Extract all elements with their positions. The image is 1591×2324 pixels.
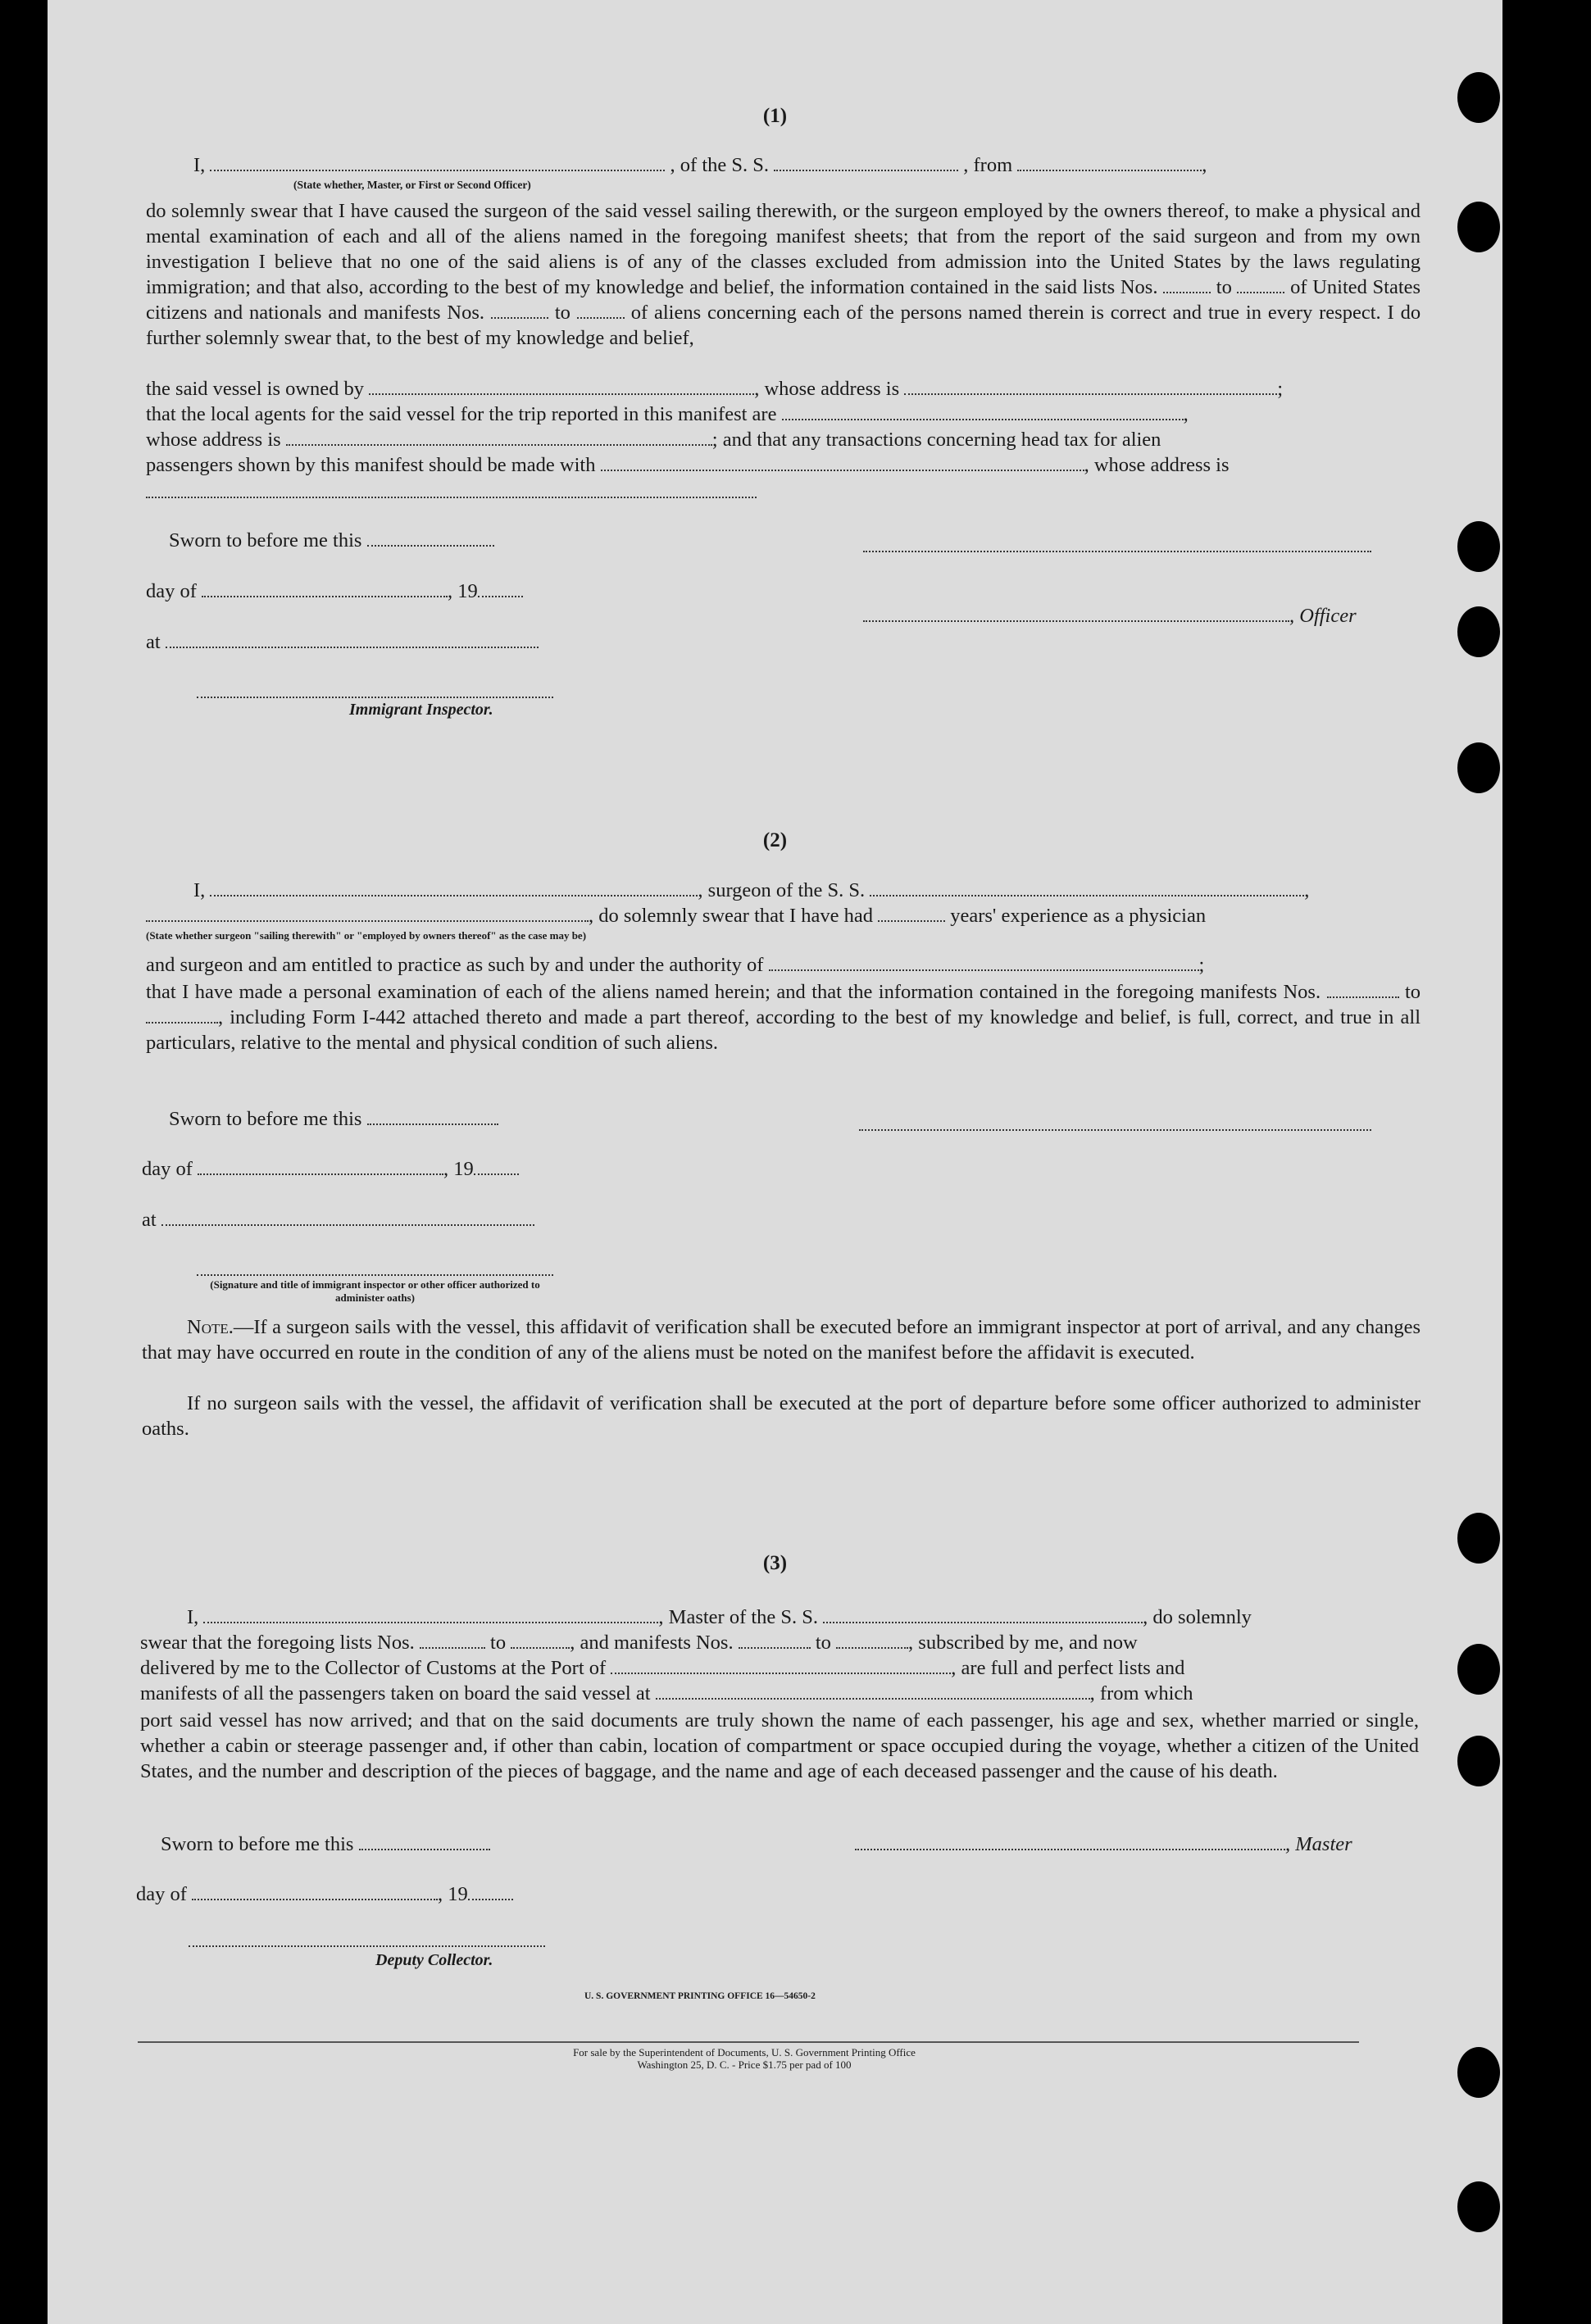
s1-comma-2: , bbox=[1183, 403, 1189, 425]
s2-note-text-2: If no surgeon sails with the vessel, the affidavit of verification shall be executed at the port of departure before some officer authorized to administer oaths. bbox=[142, 1392, 1421, 1440]
s3-collector-signature-line[interactable] bbox=[189, 1945, 545, 1947]
s2-solemnly-label: , do solemnly swear that I have had bbox=[589, 905, 873, 927]
binder-hole bbox=[1457, 2181, 1500, 2232]
s2-line2 bbox=[146, 905, 1206, 928]
s1-inspector-label: Immigrant Inspector. bbox=[349, 701, 493, 719]
form-page bbox=[48, 0, 1502, 2324]
s1-semicolon: ; bbox=[1277, 378, 1284, 400]
s3-line3 bbox=[140, 1657, 1184, 1680]
s1-manifests-from-field[interactable] bbox=[491, 312, 548, 319]
s3-sworn-line bbox=[161, 1833, 490, 1856]
s1-sworn-label: Sworn to before me this bbox=[169, 529, 362, 551]
s3-port-field[interactable] bbox=[611, 1668, 951, 1674]
s2-sworn-date-field[interactable] bbox=[367, 1119, 498, 1125]
s3-embark-port-field[interactable] bbox=[656, 1693, 1090, 1700]
s1-officer-signature-field[interactable] bbox=[863, 615, 1289, 622]
s3-paragraph: port said vessel has now arrived; and that on the said documents are truly shown the name of each passenger, his age and sex, whether married or single, whether a cabin or steerage passenger and, if other than cabin, location of compartment or space occupied during the voyage, whether a citizen of the United States, and the number and description of the pieces of baggage, and the name and age of each deceased passenger and the cause of his death. bbox=[140, 1709, 1419, 1782]
s3-sworn-label: Sworn to before me this bbox=[161, 1833, 354, 1855]
section-3-number: (3) bbox=[762, 1552, 788, 1574]
s2-at-label: at bbox=[142, 1209, 157, 1231]
s1-manifests-to-field[interactable] bbox=[577, 312, 625, 319]
s2-authority-label: and surgeon and am entitled to practice as such by and under the authority of bbox=[146, 954, 764, 976]
s3-delivered-label: delivered by me to the Collector of Customs at the Port of bbox=[140, 1657, 607, 1679]
s3-day-field[interactable] bbox=[192, 1894, 438, 1900]
s2-signature-note: (Signature and title of immigrant inspector or other officer authorized to administer oaths) bbox=[210, 1278, 540, 1304]
s1-agents-address-line bbox=[146, 429, 1161, 452]
s1-day-label: day of bbox=[146, 580, 197, 602]
s3-line2 bbox=[140, 1632, 1138, 1654]
s3-to-label-2: to bbox=[815, 1632, 831, 1654]
s2-authority-line bbox=[146, 954, 1204, 977]
s1-day-field[interactable] bbox=[202, 591, 448, 597]
s1-passengers-label: passengers shown by this manifest should be made with bbox=[146, 454, 596, 476]
binder-hole bbox=[1457, 606, 1500, 657]
s3-full-perfect-label: , are full and perfect lists and bbox=[951, 1657, 1185, 1679]
s1-citizens-label: of United States citizens and nationals and manifests Nos. bbox=[146, 276, 1421, 324]
s1-owned-label: the said vessel is owned by bbox=[146, 378, 365, 400]
s2-note-paragraph-2 bbox=[142, 1391, 1421, 1441]
s1-inspector-signature-line[interactable] bbox=[197, 697, 553, 698]
s1-at-label: at bbox=[146, 631, 161, 653]
s2-employment-field[interactable] bbox=[146, 915, 589, 922]
s2-signature-line[interactable] bbox=[859, 1129, 1371, 1131]
s2-day-label: day of bbox=[142, 1158, 193, 1180]
s1-instruction-note: (State whether, Master, or First or Second Officer) bbox=[293, 179, 531, 191]
s2-inspector-signature-line[interactable] bbox=[197, 1274, 553, 1276]
s3-sworn-date-field[interactable] bbox=[359, 1844, 490, 1850]
s3-master-signature-field[interactable] bbox=[855, 1844, 1285, 1850]
s2-including-label: , including Form I-442 attached thereto and made a part thereof, according to bbox=[218, 1006, 858, 1028]
s3-ship-field[interactable] bbox=[823, 1617, 1143, 1623]
s2-sworn-line bbox=[169, 1108, 498, 1131]
s1-para2-text: therein is correct and true in every respect. I do further solemnly swear that, to the best of my knowledge and belief, bbox=[146, 302, 1421, 349]
s1-aliens-label: of aliens concerning each of the persons named bbox=[630, 302, 1022, 324]
sale-notice-1: For sale by the Superintendent of Documents, U. S. Government Printing Office bbox=[573, 2046, 916, 2058]
s3-year-label: , 19 bbox=[438, 1883, 468, 1905]
s2-sworn-label: Sworn to before me this bbox=[169, 1108, 362, 1130]
section-2-number: (2) bbox=[762, 829, 788, 851]
s3-line1 bbox=[187, 1606, 1252, 1629]
s2-ship-field[interactable] bbox=[870, 890, 1304, 896]
s1-from-field[interactable] bbox=[1017, 165, 1202, 171]
footer-rule bbox=[138, 2041, 1359, 2043]
s1-from-label: , from bbox=[963, 154, 1013, 176]
s2-manifests-from-field[interactable] bbox=[1327, 992, 1399, 998]
s1-para1-text: do solemnly swear that I have caused the surgeon of the said vessel sailing therewith, or the surgeon employed by the owners thereof, to make a physical and mental examination of each and all of the aliens named in the foregoing manifest sheets; that from the report of the said surgeon and from my own investigation I believe that no one of the said aliens is of any of the classes excluded from admission into the United States by the laws regulating immigration; and that also, according to the best of my knowledge and belief, the information contained in the said lists Nos. bbox=[146, 200, 1421, 298]
s3-from-which-label: , from which bbox=[1089, 1682, 1193, 1704]
s2-authority-field[interactable] bbox=[769, 965, 1199, 971]
s2-comma: , bbox=[1304, 879, 1310, 901]
s2-note-paragraph bbox=[142, 1314, 1421, 1365]
s1-officer-label: , Officer bbox=[1289, 605, 1357, 627]
binder-hole bbox=[1457, 202, 1500, 252]
s2-foregoing-label: foregoing manifests Nos. bbox=[1116, 981, 1321, 1003]
s1-agents-address-field[interactable] bbox=[286, 439, 712, 446]
binder-hole bbox=[1457, 1736, 1500, 1786]
s1-head-tax-party-field[interactable] bbox=[601, 465, 1084, 471]
s1-owned-line bbox=[146, 378, 1283, 401]
s2-line1 bbox=[193, 879, 1309, 902]
s1-year-field[interactable] bbox=[478, 591, 523, 597]
s1-owner-address-label: , whose address is bbox=[754, 378, 900, 400]
s2-paragraph bbox=[146, 979, 1421, 1055]
s1-sworn-line bbox=[169, 529, 494, 552]
s3-and-manifests-label: , and manifests Nos. bbox=[570, 1632, 734, 1654]
s1-ss-label: , of the S. S. bbox=[670, 154, 770, 176]
s3-manifests-all-label: manifests of all the passengers taken on board the said vessel at bbox=[140, 1682, 651, 1704]
s1-owner-field[interactable] bbox=[369, 388, 754, 395]
s3-day-label: day of bbox=[136, 1883, 187, 1905]
s1-head-tax-label: ; and that any transactions concerning head tax for alien bbox=[711, 429, 1161, 451]
s1-agents-line bbox=[146, 403, 1189, 426]
s1-line1 bbox=[193, 154, 1207, 177]
s1-lists-to-field[interactable] bbox=[1237, 287, 1284, 293]
s1-at-line bbox=[146, 631, 539, 654]
binder-hole bbox=[1457, 521, 1500, 572]
s1-signature-line[interactable] bbox=[863, 551, 1371, 552]
binder-hole bbox=[1457, 2047, 1500, 2098]
s3-manifests-to-field[interactable] bbox=[836, 1642, 908, 1649]
s3-swear-label: swear that the foregoing lists Nos. bbox=[140, 1632, 415, 1654]
s1-comma: , bbox=[1202, 154, 1207, 176]
s2-years-label: years' experience as a physician bbox=[950, 905, 1207, 927]
s3-master-name-field[interactable] bbox=[203, 1617, 658, 1623]
s2-at-line bbox=[142, 1209, 534, 1232]
s3-day-line bbox=[136, 1883, 513, 1906]
s1-to-label-2: to bbox=[554, 302, 570, 324]
s1-officer-line bbox=[863, 605, 1357, 628]
s3-deputy-label: Deputy Collector. bbox=[375, 1951, 493, 1969]
s3-lists-to-field[interactable] bbox=[511, 1642, 570, 1649]
s1-passengers-line bbox=[146, 454, 1230, 477]
s1-i-label: I, bbox=[193, 154, 206, 176]
s2-instruction-note: (State whether surgeon "sailing therewith" or "employed by owners thereof" as the case may be) bbox=[146, 929, 587, 942]
s1-year-label: , 19 bbox=[448, 580, 478, 602]
s3-i-label: I, bbox=[187, 1606, 199, 1628]
s3-line4 bbox=[140, 1682, 1193, 1705]
binder-hole bbox=[1457, 1644, 1500, 1695]
s1-agents-field[interactable] bbox=[782, 414, 1184, 420]
gpo-imprint: U. S. GOVERNMENT PRINTING OFFICE 16—54650-2 bbox=[584, 1991, 816, 2001]
s2-para2-text: the best of my knowledge and belief, is full, correct, and true in all particulars, relative to the mental and physical condition of such aliens. bbox=[146, 1006, 1421, 1054]
s1-at-field[interactable] bbox=[166, 642, 539, 648]
s2-i-label: I, bbox=[193, 879, 206, 901]
s3-lists-from-field[interactable] bbox=[420, 1642, 485, 1649]
s2-manifests-to-field[interactable] bbox=[146, 1017, 218, 1024]
binder-hole bbox=[1457, 742, 1500, 793]
sale-notice-2: Washington 25, D. C. - Price $1.75 per pad of 100 bbox=[637, 2058, 852, 2071]
s1-agents-address-label: whose address is bbox=[146, 429, 281, 451]
s1-officer-name-field[interactable] bbox=[210, 165, 665, 171]
s1-party-address-label: , whose address is bbox=[1084, 454, 1230, 476]
s2-note-label: Note. bbox=[187, 1316, 234, 1338]
s2-year-label: , 19 bbox=[443, 1158, 474, 1180]
s3-manifests-from-field[interactable] bbox=[739, 1642, 811, 1649]
s2-surgeon-name-field[interactable] bbox=[210, 890, 698, 896]
s2-semicolon: ; bbox=[1198, 954, 1205, 976]
s1-address-continuation-line[interactable] bbox=[146, 497, 757, 498]
s1-day-line bbox=[146, 580, 523, 603]
s3-master-of-label: , Master of the S. S. bbox=[658, 1606, 819, 1628]
s2-surgeon-label: , surgeon of the S. S. bbox=[698, 879, 866, 901]
s3-master-label: , Master bbox=[1285, 1833, 1352, 1855]
section-1-number: (1) bbox=[762, 105, 788, 127]
s1-agents-label: that the local agents for the said vessel for the trip reported in this manifest are bbox=[146, 403, 777, 425]
s3-solemnly-label: , do solemnly bbox=[1143, 1606, 1252, 1628]
s2-to-label: to bbox=[1404, 981, 1421, 1003]
s3-master-line bbox=[855, 1833, 1352, 1856]
s1-lists-from-field[interactable] bbox=[1163, 287, 1211, 293]
s3-to-label: to bbox=[490, 1632, 507, 1654]
s2-years-field[interactable] bbox=[878, 915, 945, 922]
s3-year-field[interactable] bbox=[468, 1894, 513, 1900]
s3-subscribed-label: , subscribed by me, and now bbox=[908, 1632, 1138, 1654]
s2-day-field[interactable] bbox=[198, 1169, 443, 1175]
s1-ship-field[interactable] bbox=[774, 165, 958, 171]
s2-para1-text: that I have made a personal examination of each of the aliens named herein; and that the information contained in the bbox=[146, 981, 1110, 1003]
s2-at-field[interactable] bbox=[161, 1219, 534, 1226]
s2-day-line bbox=[142, 1158, 519, 1181]
s1-sworn-date-field[interactable] bbox=[367, 540, 494, 547]
s1-owner-address-field[interactable] bbox=[904, 388, 1277, 395]
s1-to-label: to bbox=[1216, 276, 1232, 298]
s2-note-text: —If a surgeon sails with the vessel, this affidavit of verification shall be executed before an immigrant inspector at port of arrival, and any changes that may have occurred en route in the condition of any of the aliens must be noted on the manifest before the affidavit is executed. bbox=[142, 1316, 1421, 1364]
s1-paragraph-1 bbox=[146, 198, 1421, 351]
s2-year-field[interactable] bbox=[474, 1169, 519, 1175]
